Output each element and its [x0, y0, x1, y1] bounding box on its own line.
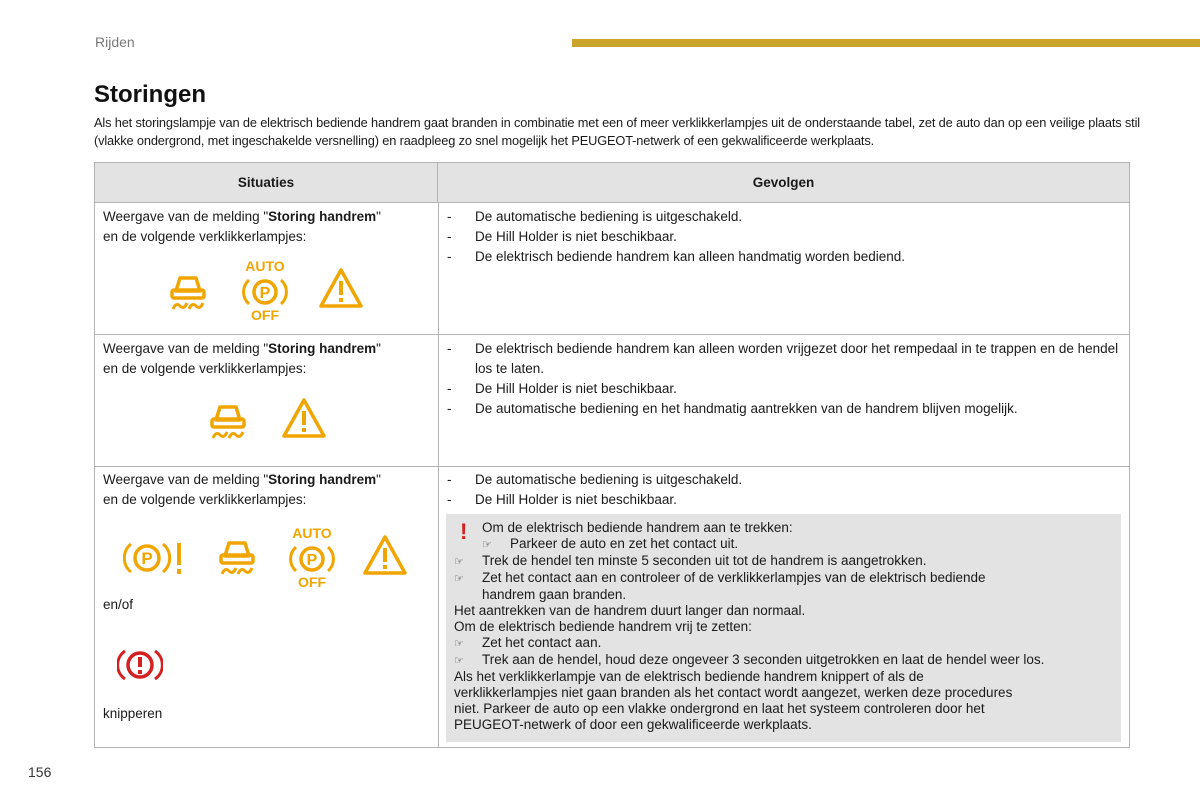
- off-label: OFF: [251, 307, 279, 322]
- svg-text:OFF: OFF: [298, 574, 326, 589]
- warning-triangle-icon: [318, 267, 364, 309]
- note-line: Parkeer de auto en zet het contact uit.: [510, 536, 739, 551]
- row-divider: [95, 334, 1129, 335]
- blink-text: knipperen: [103, 706, 163, 721]
- note-line: Trek de hendel ten minste 5 seconden uit tot de handrem is aangetrokken.: [482, 553, 927, 568]
- header-accent-bar: [572, 39, 1200, 47]
- column-header-consequences: Gevolgen: [438, 163, 1129, 203]
- brake-warning-icon: [117, 646, 163, 684]
- row-divider: [95, 466, 1129, 467]
- note-line: niet. Parkeer de auto op een vlakke ondergrond en laat het systeem controleren door het: [454, 701, 985, 716]
- warning-triangle-icon: [281, 397, 327, 439]
- skid-control-icon: [167, 270, 209, 312]
- caution-note-box: [446, 514, 1121, 742]
- note-line: Het aantrekken van de handrem duurt langer dan normaal.: [454, 603, 806, 618]
- p-label: P: [259, 285, 271, 302]
- pointing-hand-icon: ☞: [454, 572, 464, 585]
- row3-situation: Weergave van de melding "Storing handrem" en de volgende verklikkerlampjes:: [103, 472, 381, 507]
- svg-text:P: P: [306, 552, 318, 569]
- auto-off-parking-brake-icon: [284, 525, 340, 589]
- note-line: handrem gaan branden.: [482, 587, 627, 602]
- note-line: PEUGEOT-netwerk of door een gekwalificeerde werkplaats.: [454, 717, 812, 732]
- column-header-situations: Situaties: [95, 163, 438, 203]
- note-line: Zet het contact aan.: [482, 635, 602, 650]
- skid-control-icon: [216, 535, 258, 577]
- column-divider: [438, 203, 439, 747]
- pointing-hand-icon: ☞: [454, 555, 464, 568]
- list-item: - De automatische bediening is uitgeschakeld.: [447, 470, 1123, 490]
- page-number: 156: [28, 764, 52, 780]
- skid-control-icon: [207, 399, 249, 441]
- list-item: - De automatische bediening is uitgeschakeld.: [447, 207, 1123, 227]
- list-item: - De Hill Holder is niet beschikbaar.: [447, 227, 1123, 247]
- intro-paragraph: Als het storingslampje van de elektrisch bediende handrem gaat branden in combinatie met een of meer verklikkerlampjes uit de onderstaande tabel, zet de auto dan op een veilige plaats stil (vlakke ondergrond, met ingeschakelde versnelling) en raadpleeg zo snel mogelijk het PEUGEOT-netwerk of een gekwalificeerde werkplaats.: [94, 115, 1140, 148]
- svg-text:AUTO: AUTO: [292, 525, 332, 541]
- list-item: - De elektrisch bediende handrem kan alleen worden vrijgezet door het rempedaal in te trappen en de hendel los te laten.: [447, 339, 1123, 379]
- warning-triangle-icon: [362, 534, 408, 576]
- note-line: Als het verklikkerlampje van de elektrisch bediende handrem knippert of als de: [454, 669, 924, 684]
- auto-off-parking-brake-icon: [237, 258, 293, 322]
- auto-label: AUTO: [245, 258, 285, 274]
- pointing-hand-icon: ☞: [454, 637, 464, 650]
- row1-consequences: [447, 207, 1123, 267]
- row1-situation: Weergave van de melding "Storing handrem" en de volgende verklikkerlampjes:: [103, 209, 381, 244]
- row2-situation: Weergave van de melding "Storing handrem" en de volgende verklikkerlampjes:: [103, 341, 381, 376]
- list-item: - De elektrisch bediende handrem kan alleen handmatig worden bediend.: [447, 247, 1123, 267]
- alternative-text: en/of: [103, 597, 134, 612]
- page-title: Storingen: [94, 81, 206, 108]
- pointing-hand-icon: ☞: [454, 654, 464, 667]
- row3-consequences: [447, 470, 1123, 510]
- note-line: Zet het contact aan en controleer of de verklikkerlampjes van de elektrisch bediende: [482, 570, 986, 585]
- note-line: Trek aan de hendel, houd deze ongeveer 3 seconden uitgetrokken en laat de hendel weer los.: [482, 652, 1045, 667]
- row2-consequences: [447, 339, 1123, 419]
- note-line: verklikkerlampjes niet gaan branden als het contact wordt aangezet, werken deze procedures: [454, 685, 1013, 700]
- list-item: - De Hill Holder is niet beschikbaar.: [447, 490, 1123, 510]
- malfunction-table: [94, 162, 1130, 748]
- note-line: Om de elektrisch bediende handrem vrij te zetten:: [454, 619, 752, 634]
- section-label: Rijden: [95, 34, 135, 50]
- list-item: - De Hill Holder is niet beschikbaar.: [447, 379, 1123, 399]
- list-item: - De automatische bediening en het handmatig aantrekken van de handrem blijven mogelijk.: [447, 399, 1123, 419]
- pointing-hand-icon: ☞: [482, 538, 492, 551]
- note-line: Om de elektrisch bediende handrem aan te trekken:: [482, 520, 793, 535]
- parking-brake-fault-icon: [123, 537, 187, 579]
- svg-text:P: P: [141, 549, 153, 568]
- caution-exclamation-icon: !: [460, 519, 468, 544]
